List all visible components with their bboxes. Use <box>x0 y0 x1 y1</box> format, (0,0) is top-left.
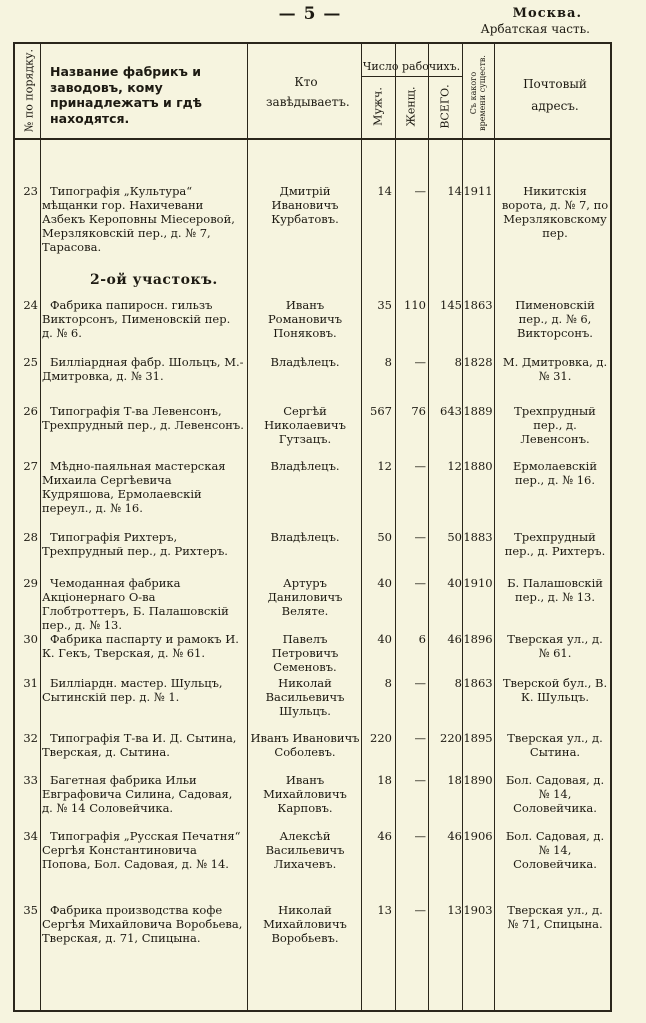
row-manager: Владѣлецъ. <box>270 355 340 369</box>
header-name: Название фабрикъ и заводовъ, кому принадлежатъ и гдѣ находятся. <box>50 64 202 126</box>
row-men: 40 <box>377 576 392 590</box>
row-number: 32 <box>23 731 38 745</box>
row-number: 29 <box>23 576 38 590</box>
header-number: № по порядку. <box>22 49 36 132</box>
row-address: Ермолаевскій пер., д. № 16. <box>512 459 598 487</box>
row-name: Фабрика паспарту и рамокъ И. К. Гекъ, Тверская, д. № 61. <box>42 632 239 660</box>
row-name: Типографія „Русская Печатня“ Сергѣя Константиновича Попова, Бол. Садовая, д. № 14. <box>42 829 241 871</box>
row-name: Билліардн. мастер. Шульцъ, Сытинскій пер. д. № 1. <box>42 676 223 704</box>
row-men: 35 <box>377 298 392 312</box>
row-address: Б. Палашовскій пер., д. № 13. <box>507 576 603 604</box>
row-address: Никитскія ворота, д. № 7, по Мерзляковскому пер. <box>501 184 609 240</box>
row-number: 35 <box>23 903 38 917</box>
row-men: 12 <box>377 459 392 473</box>
row-women: — <box>414 731 426 745</box>
row-total: 12 <box>447 459 462 473</box>
row-women: — <box>414 459 426 473</box>
row-year: 1863 <box>463 676 493 690</box>
row-manager: Иванъ Михайловичъ Карповъ. <box>263 773 347 815</box>
row-year: 1828 <box>463 355 493 369</box>
row-year: 1863 <box>463 298 493 312</box>
header-women: Женщ. <box>404 86 418 127</box>
row-number: 30 <box>23 632 38 646</box>
column-divider <box>40 42 41 1012</box>
row-women: — <box>414 355 426 369</box>
header-workers-group: Число рабочихъ. <box>362 60 461 73</box>
row-year: 1883 <box>463 530 493 544</box>
column-divider <box>494 42 495 1012</box>
row-manager: Иванъ Романовичъ Поняковъ. <box>267 298 343 340</box>
row-total: 46 <box>447 829 462 843</box>
row-name: Типографія Т-ва И. Д. Сытина, Тверская, д. Сытина. <box>42 731 237 759</box>
row-year: 1890 <box>463 773 493 787</box>
row-address: Трехпрудный пер., д. Левенсонъ. <box>514 404 596 446</box>
row-total: 14 <box>447 184 462 198</box>
row-manager: Николай Васильевичъ Шульцъ. <box>265 676 345 718</box>
row-number: 33 <box>23 773 38 787</box>
row-number: 28 <box>23 530 38 544</box>
row-women: — <box>414 903 426 917</box>
row-women: 6 <box>418 632 426 646</box>
row-men: 567 <box>370 404 392 418</box>
row-manager: Иванъ Ивановичъ Соболевъ. <box>250 731 360 759</box>
row-women: — <box>414 676 426 690</box>
row-manager: Алексѣй Васильевичъ Лихачевъ. <box>265 829 345 871</box>
row-year: 1906 <box>463 829 493 843</box>
row-number: 23 <box>23 184 38 198</box>
row-number: 27 <box>23 459 38 473</box>
header-men: Мужч. <box>371 87 385 126</box>
row-men: 50 <box>377 530 392 544</box>
row-manager: Николай Михайловичъ Воробьевъ. <box>263 903 347 945</box>
row-total: 46 <box>447 632 462 646</box>
header-total: ВСЕГО. <box>438 84 452 129</box>
row-women: — <box>414 829 426 843</box>
row-name: Мѣдно-паяльная мастерская Михаила Сергѣевича Кудряшова, Ермолаевскій переул., д. № 16. <box>42 459 226 515</box>
row-women: — <box>414 530 426 544</box>
row-men: 220 <box>370 731 392 745</box>
city-title: Москва. <box>512 6 582 21</box>
column-divider <box>428 42 429 1012</box>
row-name: Билліардная фабр. Шольцъ, М.-Дмитровка, д. № 31. <box>42 355 244 383</box>
row-men: 8 <box>384 355 392 369</box>
row-manager: Павелъ Петровичъ Семеновъ. <box>271 632 339 674</box>
row-number: 26 <box>23 404 38 418</box>
row-year: 1895 <box>463 731 493 745</box>
row-total: 8 <box>454 355 462 369</box>
row-men: 18 <box>377 773 392 787</box>
row-women: — <box>414 773 426 787</box>
header-manager: Кто завѣдываетъ. <box>266 75 350 110</box>
row-total: 18 <box>447 773 462 787</box>
row-total: 145 <box>440 298 462 312</box>
row-number: 34 <box>23 829 38 843</box>
row-total: 220 <box>440 731 462 745</box>
row-name: Чемоданная фабрика Акціонернаго О-ва Глобтроттеръ, Б. Палашовскій пер., д. № 13. <box>42 576 229 632</box>
row-number: 25 <box>23 355 38 369</box>
row-manager: Сергѣй Николаевичъ Гутзацъ. <box>264 404 346 446</box>
section-title: 2-ой участокъ. <box>90 272 218 288</box>
row-men: 40 <box>377 632 392 646</box>
column-divider <box>247 42 248 1012</box>
row-total: 50 <box>447 530 462 544</box>
row-name: Фабрика производства кофе Сергѣя Михайловича Воробьева, Тверская, д. 71, Спицына. <box>42 903 243 945</box>
row-year: 1880 <box>463 459 493 473</box>
row-address: Пименовскій пер., д. № 6, Викторсонъ. <box>515 298 595 340</box>
row-address: М. Дмитровка, д. № 31. <box>502 355 608 383</box>
row-year: 1910 <box>463 576 493 590</box>
district-title: Арбатская часть. <box>480 22 590 36</box>
header-address: Почтовый адресъ. <box>523 77 587 113</box>
row-women: — <box>414 184 426 198</box>
header-since: Съ какого времени существ. <box>469 55 487 131</box>
row-manager: Артуръ Даниловичъ Веляте. <box>267 576 343 618</box>
row-men: 13 <box>377 903 392 917</box>
row-address: Трехпрудный пер., д. Рихтеръ. <box>504 530 606 558</box>
row-name: Типографія Рихтеръ, Трехпрудный пер., д. Рихтеръ. <box>42 530 228 558</box>
row-total: 13 <box>447 903 462 917</box>
row-men: 46 <box>377 829 392 843</box>
row-women: — <box>414 576 426 590</box>
row-men: 14 <box>377 184 392 198</box>
row-name: Типографія „Культура“ мѣщанки гор. Нахичевани Азбекъ Кероповны Міесеровой, Мерзляковскій пер., д. № 7, Тарасова. <box>42 184 235 254</box>
row-total: 643 <box>440 404 462 418</box>
row-address: Бол. Садовая, д. № 14, Соловейчика. <box>505 829 605 871</box>
row-number: 31 <box>23 676 38 690</box>
row-manager: Владѣлецъ. <box>270 459 340 473</box>
row-number: 24 <box>23 298 38 312</box>
row-year: 1911 <box>463 184 493 198</box>
row-women: 110 <box>404 298 426 312</box>
row-women: 76 <box>411 404 426 418</box>
row-men: 8 <box>384 676 392 690</box>
row-address: Тверской бул., В. К. Шульцъ. <box>502 676 608 704</box>
row-total: 40 <box>447 576 462 590</box>
row-manager: Владѣлецъ. <box>270 530 340 544</box>
header-rule <box>13 138 612 140</box>
row-name: Фабрика папиросн. гильзъ Викторсонъ, Пименовскій пер. д. № 6. <box>42 298 231 340</box>
row-year: 1903 <box>463 903 493 917</box>
row-address: Тверская ул., д. Сытина. <box>507 731 603 759</box>
row-address: Тверская ул., д. № 61. <box>507 632 603 660</box>
row-year: 1896 <box>463 632 493 646</box>
row-address: Бол. Садовая, д. № 14, Соловейчика. <box>505 773 605 815</box>
row-total: 8 <box>454 676 462 690</box>
row-manager: Дмитрій Ивановичъ Курбатовъ. <box>271 184 339 226</box>
row-year: 1889 <box>463 404 493 418</box>
page-number: — 5 — <box>278 4 342 24</box>
row-address: Тверская ул., д. № 71, Спицына. <box>507 903 603 931</box>
row-name: Типографія Т-ва Левенсонъ, Трехпрудный пер., д. Левенсонъ. <box>42 404 244 432</box>
row-name: Багетная фабрика Ильи Евграфовича Силина, Садовая, д. № 14 Соловейчика. <box>42 773 233 815</box>
